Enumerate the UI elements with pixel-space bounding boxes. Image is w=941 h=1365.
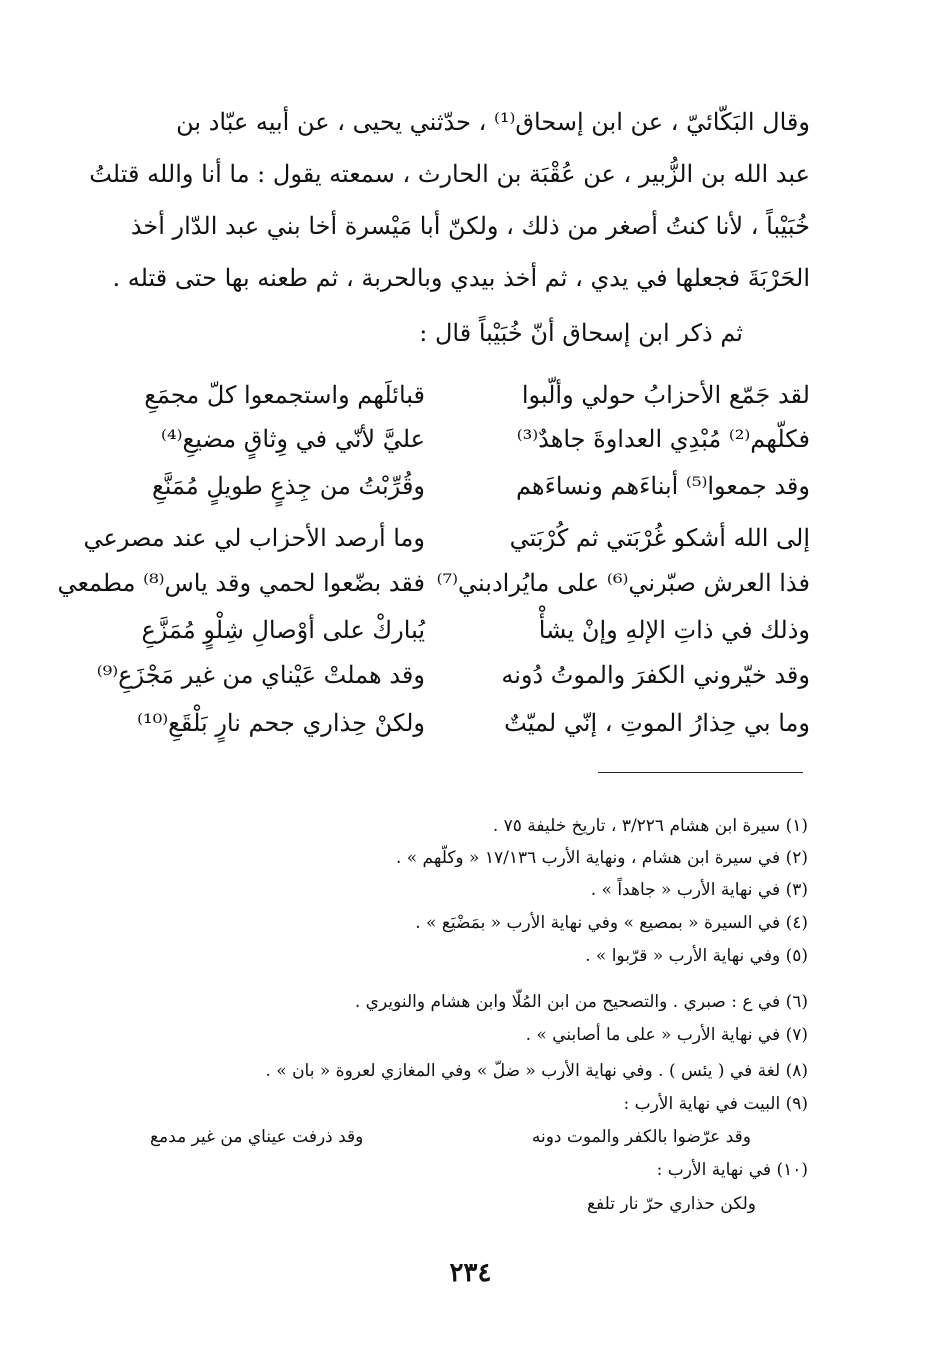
- verse-second-hemistich: ولكنْ حِذاري جحم نارٍ بَلْقَعِ⁽¹⁰⁾: [137, 709, 425, 737]
- footnote: (٣) في نهاية الأرب « جاهداً » .: [590, 880, 808, 900]
- footnote-verse-first: ولكن حذاري حرّ نار تلفع: [586, 1194, 756, 1214]
- footnote: (٢) في سيرة ابن هشام ، ونهاية الأرب ١٧/١٣٦ « وكلّهم » .: [395, 848, 808, 868]
- footnote: (٤) في السيرة « بمصيع » وفي نهاية الأرب « بمَضْيَع » .: [415, 913, 808, 933]
- verse-first-hemistich: فذا العرش صبّرني⁽⁶⁾ على مايُرادبني⁽⁷⁾: [436, 569, 810, 597]
- verse-second-hemistich: وقد هملتْ عَيْناي من غير مَجْزَعِ⁽⁹⁾: [96, 661, 425, 689]
- verse-line: [100, 414, 810, 464]
- verse-line: [83, 513, 810, 563]
- paragraph-line: خُبَيْباً ، لأنا كنتُ أصغر من ذلك ، ولكنّ أبا مَيْسرة أخا بني عبد الدّار أخذ: [130, 212, 810, 240]
- narration-paragraph: [89, 96, 810, 304]
- verse-line: [96, 650, 810, 700]
- footnote: (٥) وفي نهاية الأرب « قرّبوا » .: [585, 946, 808, 966]
- footnote: (٩) البيت في نهاية الأرب :: [623, 1094, 808, 1114]
- verse-first-hemistich: وقد خيّروني الكفرَ والموتُ دُونه: [501, 661, 810, 689]
- verse-line: [100, 370, 810, 420]
- verse-second-hemistich: يُباركْ على أوْصالِ شِلْوٍ مُمَزَّعِ: [141, 616, 425, 644]
- verse-first-hemistich: وقد جمعوا⁽⁵⁾ أبناءَهم ونساءَهم: [515, 472, 810, 500]
- verse-first-hemistich: وذلك في ذاتِ الإلهِ وإنْ يشأْ: [538, 616, 810, 644]
- verse-first-hemistich: وما بي حِذارُ الموتِ ، إنّي لميّتٌ: [504, 709, 810, 737]
- paragraph-line: وقال البَكّائيّ ، عن ابن إسحاق⁽¹⁾ ، حدّثني يحيى ، عن أبيه عبّاد بن: [176, 108, 810, 136]
- paragraph-line: الحَرْبَةَ فجعلها في يدي ، ثم أخذ بيدي وبالحربة ، ثم طعنه بها حتى قتله .: [112, 264, 810, 292]
- verse-second-hemistich: عليَّ لأنّي في وِثاقٍ مضيعِ⁽⁴⁾: [161, 425, 425, 453]
- footnote: (٦) في ع : صبري . والتصحيح من ابن المُلّا وابن هشام والنويري .: [354, 992, 808, 1012]
- verse-second-hemistich: وما أرصد الأحزاب لي عند مصرعي: [83, 524, 425, 552]
- verse-second-hemistich: قبائلَهم واستجمعوا كلّ مجمَعِ: [144, 381, 425, 409]
- footnote: (١) سيرة ابن هشام ٣/٢٢٦ ، تاريخ خليفة ٧٥ .: [492, 816, 808, 836]
- verse-line: [100, 461, 810, 511]
- footnote-verse-second: وقد ذرفت عيناي من غير مدمع: [150, 1127, 364, 1147]
- footnote: (١٠) في نهاية الأرب :: [656, 1160, 808, 1180]
- poem-intro: ثم ذكر ابن إسحاق أنّ خُبَيْباً قال :: [419, 319, 743, 347]
- verse-line: [100, 698, 810, 748]
- verse-first-hemistich: إلى الله أشكو غُرْبَتي ثم كُرْبَتي: [509, 524, 810, 552]
- verse-first-hemistich: لقد جَمّع الأحزابُ حولي وألّبوا: [521, 381, 810, 409]
- page-number: ٢٣٤: [449, 1258, 492, 1288]
- footnote-verse-first: وقد عرّضوا بالكفر والموت دونه: [531, 1127, 751, 1147]
- verse-line: [100, 605, 810, 655]
- verse-second-hemistich: وقُرِّبْتُ من جِذعٍ طويلٍ مُمَنَّعِ: [151, 472, 425, 500]
- footnote: (٨) لغة في ( يئس ) . وفي نهاية الأرب « ضلّ » وفي المغازي لعروة « بان » .: [265, 1061, 808, 1081]
- verse-second-hemistich: فقد بضّعوا لحمي وقد ياس⁽⁸⁾ مطمعي: [57, 569, 425, 597]
- footnote-separator: [598, 772, 803, 773]
- verse-first-hemistich: فكلّهم⁽²⁾ مُبْدِي العداوةَ جاهدٌ⁽³⁾: [516, 425, 810, 453]
- footnote: (٧) في نهاية الأرب « على ما أصابني » .: [525, 1025, 808, 1045]
- verse-line: [57, 558, 810, 608]
- paragraph-line: عبد الله بن الزُّبير ، عن عُقْبَة بن الحارث ، سمعته يقول : ما أنا والله قتلتُ: [89, 160, 810, 188]
